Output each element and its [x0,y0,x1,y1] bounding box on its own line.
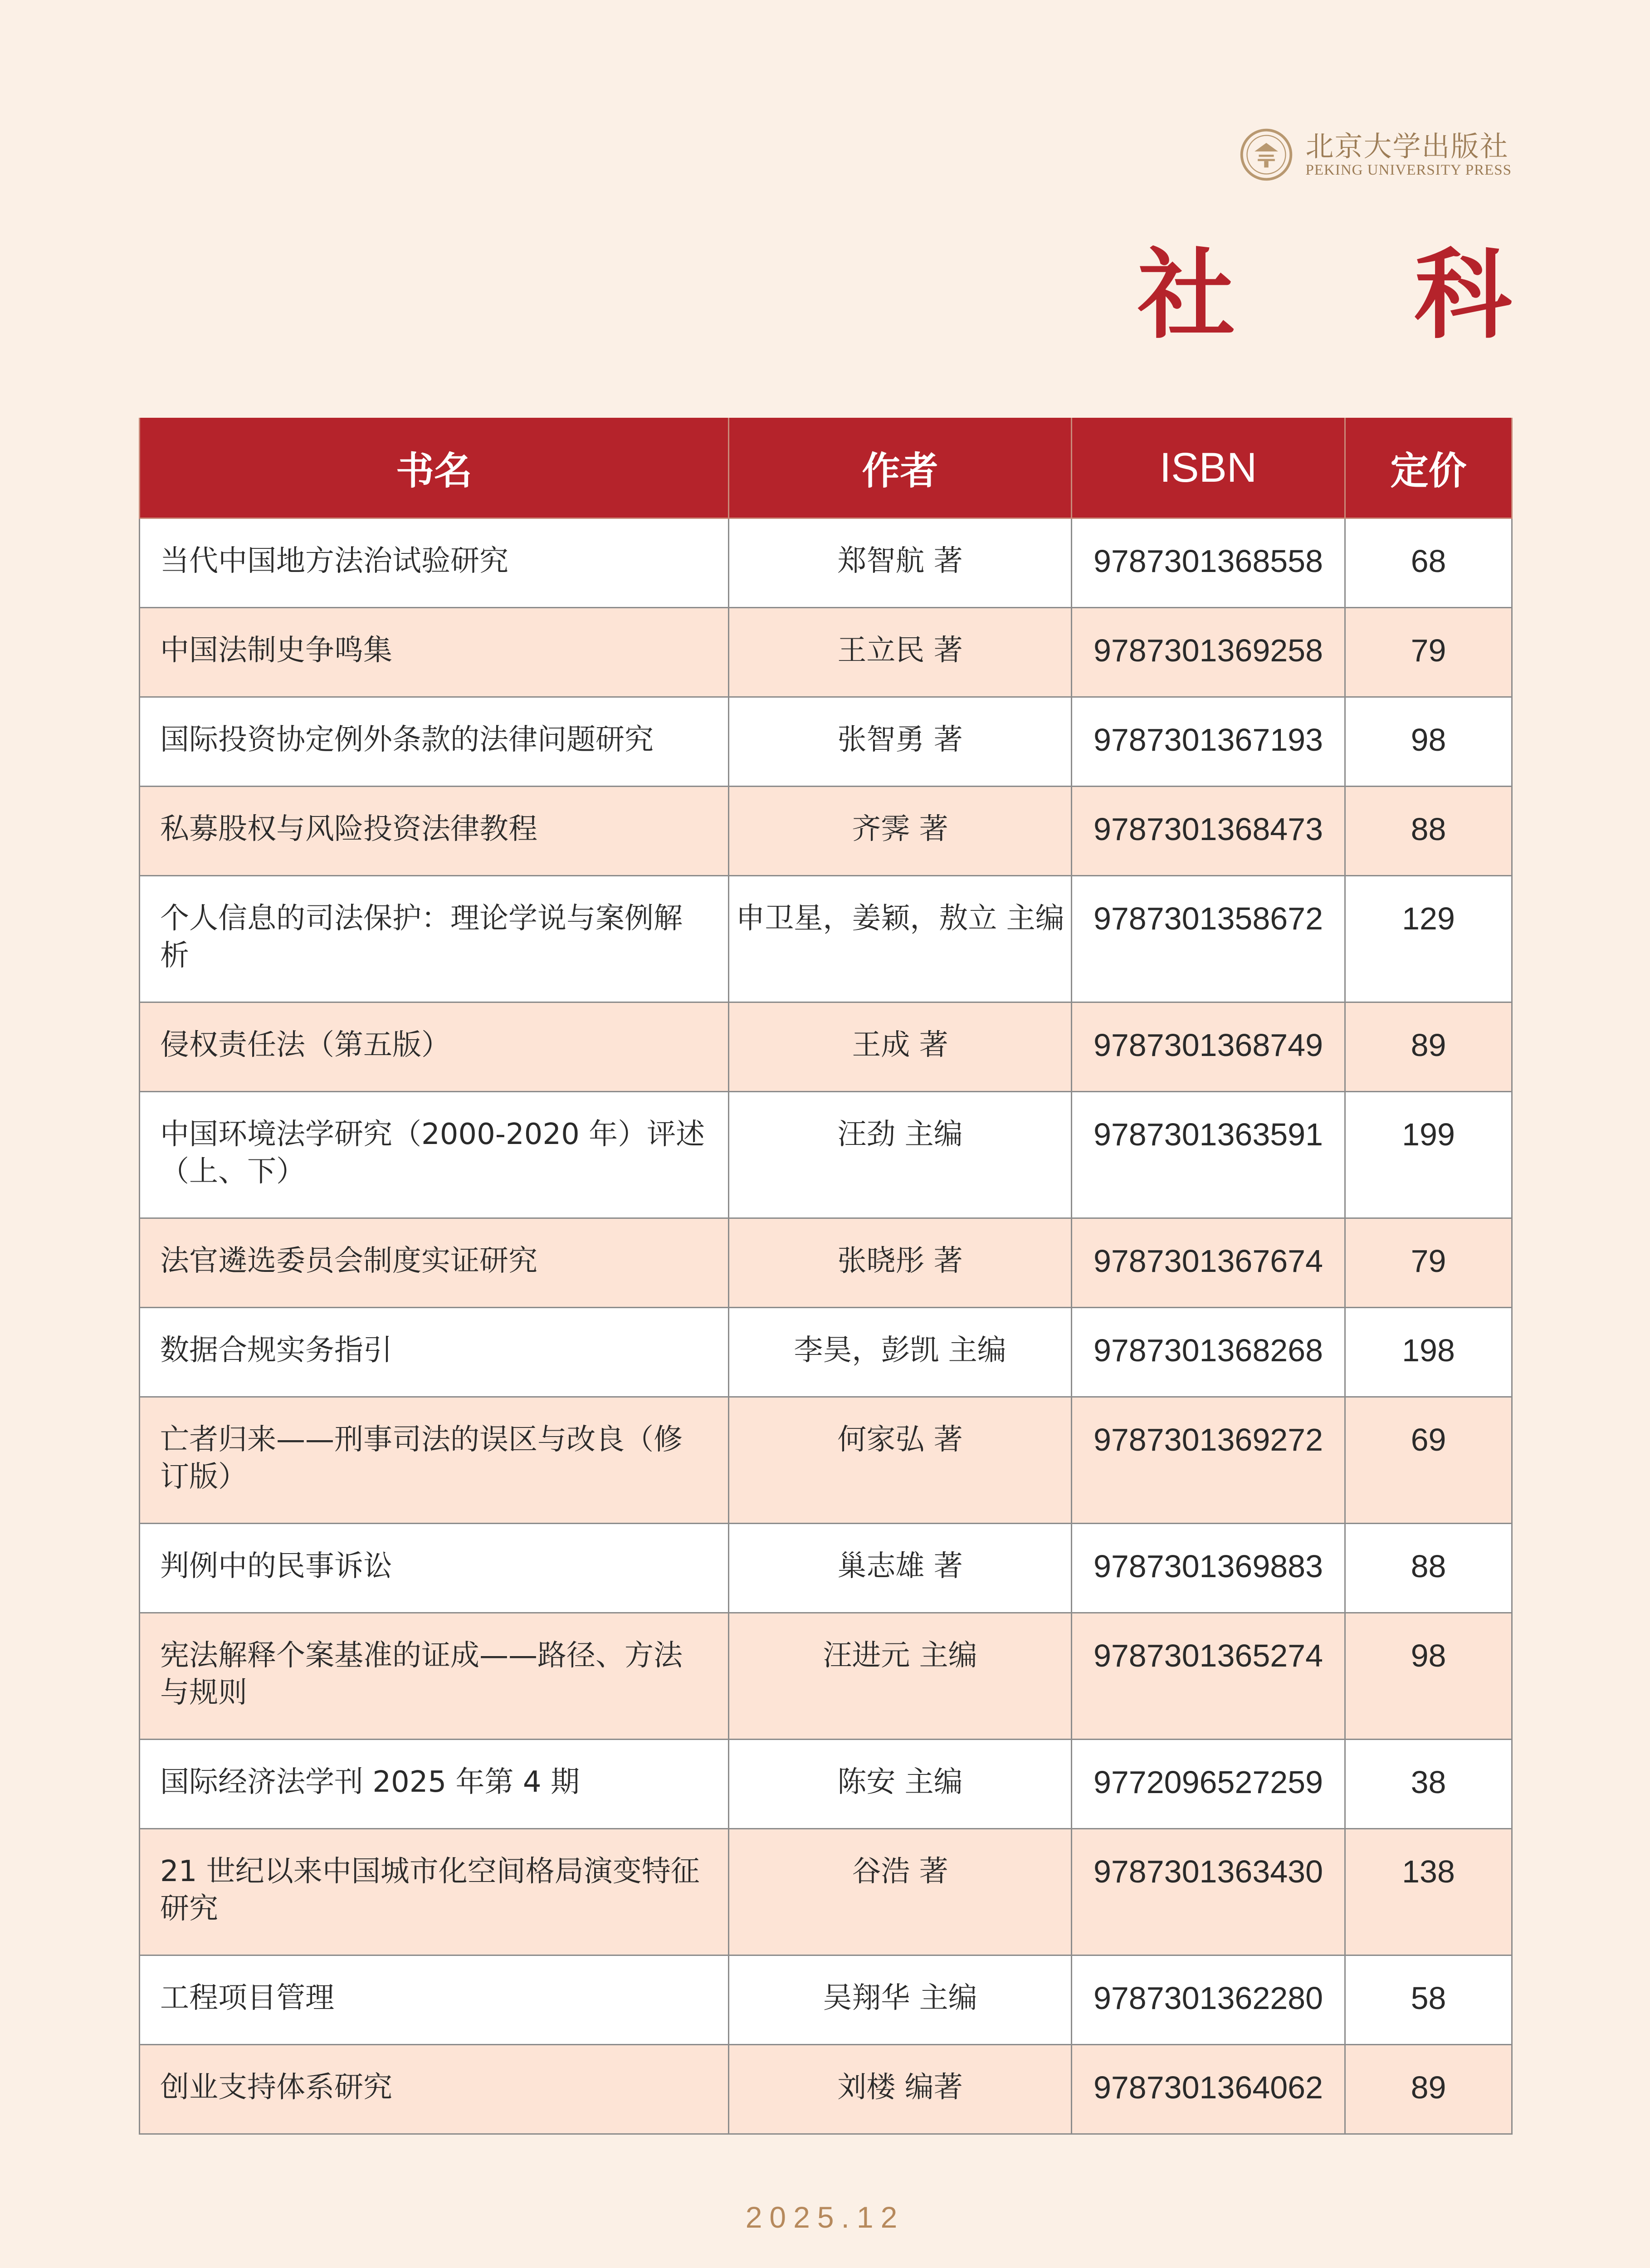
book-price: 88 [1345,787,1512,876]
book-isbn: 9787301363430 [1072,1829,1345,1955]
book-price: 88 [1345,1524,1512,1613]
table-row [140,1524,1512,1613]
book-price: 89 [1345,1002,1512,1092]
book-title: 国际投资协定例外条款的法律问题研究 [140,697,729,787]
table-row [140,1740,1512,1829]
column-header-author: 作者 [729,418,1072,518]
book-price: 129 [1345,876,1512,1002]
book-isbn: 9787301362280 [1072,1955,1345,2045]
book-isbn: 9787301368749 [1072,1002,1345,1092]
book-isbn: 9787301369258 [1072,608,1345,697]
publisher-name-en: PEKING UNIVERSITY PRESS [1305,162,1512,178]
table-header [140,418,1512,518]
table-body [140,518,1512,2134]
book-author: 张晓彤 著 [729,1218,1072,1308]
book-isbn: 9787301363591 [1072,1092,1345,1218]
publisher-logo [1240,128,1512,181]
book-price: 199 [1345,1092,1512,1218]
table-row [140,518,1512,608]
book-price: 79 [1345,608,1512,697]
book-author: 汪进元 主编 [729,1613,1072,1740]
book-title: 亡者归来——刑事司法的误区与改良（修订版） [140,1397,729,1524]
book-isbn: 9772096527259 [1072,1740,1345,1829]
book-author: 张智勇 著 [729,697,1072,787]
book-author: 李昊，彭凯 主编 [729,1308,1072,1397]
book-author: 何家弘 著 [729,1397,1072,1524]
book-title: 个人信息的司法保护：理论学说与案例解析 [140,876,729,1002]
publisher-name [1306,131,1512,178]
page-title: 社 科 [1137,237,1584,352]
book-price: 138 [1345,1829,1512,1955]
book-isbn: 9787301364062 [1072,2045,1345,2134]
table-row [140,1218,1512,1308]
book-author: 吴翔华 主编 [729,1955,1072,2045]
peking-university-emblem-icon [1240,128,1293,181]
header-row [140,418,1512,518]
book-author: 谷浩 著 [729,1829,1072,1955]
book-author: 王成 著 [729,1002,1072,1092]
book-price: 69 [1345,1397,1512,1524]
book-isbn: 9787301367674 [1072,1218,1345,1308]
table-row [140,697,1512,787]
publisher-name-cn: 北京大学出版社 [1305,130,1509,163]
book-isbn: 9787301367193 [1072,697,1345,787]
book-author: 王立民 著 [729,608,1072,697]
book-author: 齐霁 著 [729,787,1072,876]
book-title: 21 世纪以来中国城市化空间格局演变特征研究 [140,1829,729,1955]
book-author: 巢志雄 著 [729,1524,1072,1613]
book-title: 工程项目管理 [140,1955,729,2045]
table-row [140,876,1512,1002]
table-row [140,1955,1512,2045]
book-price: 98 [1345,697,1512,787]
column-header-isbn: ISBN [1072,418,1345,518]
book-title: 国际经济法学刊 2025 年第 4 期 [140,1740,729,1829]
book-title: 创业支持体系研究 [140,2045,729,2134]
book-title: 侵权责任法（第五版） [140,1002,729,1092]
book-title: 私募股权与风险投资法律教程 [140,787,729,876]
book-isbn: 9787301358672 [1072,876,1345,1002]
table-row [140,1829,1512,1955]
book-author: 汪劲 主编 [729,1092,1072,1218]
book-title: 宪法解释个案基准的证成——路径、方法与规则 [140,1613,729,1740]
book-isbn: 9787301365274 [1072,1613,1345,1740]
book-author: 申卫星，姜颖，敖立 主编 [729,876,1072,1002]
column-header-price: 定价 [1345,418,1512,518]
book-price: 198 [1345,1308,1512,1397]
table-row [140,1397,1512,1524]
book-price: 38 [1345,1740,1512,1829]
book-title: 中国法制史争鸣集 [140,608,729,697]
book-price: 79 [1345,1218,1512,1308]
book-author: 郑智航 著 [729,518,1072,608]
issue-date: 2025.12 [745,2200,905,2234]
book-isbn: 9787301368473 [1072,787,1345,876]
book-title: 中国环境法学研究（2000-2020 年）评述（上、下） [140,1092,729,1218]
book-title: 法官遴选委员会制度实证研究 [140,1218,729,1308]
column-header-title: 书名 [140,418,729,518]
book-title: 数据合规实务指引 [140,1308,729,1397]
table-row [140,1308,1512,1397]
book-price: 98 [1345,1613,1512,1740]
table-row [140,1002,1512,1092]
book-price: 68 [1345,518,1512,608]
book-author: 陈安 主编 [729,1740,1072,1829]
book-title: 判例中的民事诉讼 [140,1524,729,1613]
table-row [140,1613,1512,1740]
table-row [140,1092,1512,1218]
book-isbn: 9787301369883 [1072,1524,1345,1613]
table-row [140,608,1512,697]
book-isbn: 9787301368558 [1072,518,1345,608]
table-row [140,787,1512,876]
book-list-table [139,418,1513,2135]
book-author: 刘楼 编著 [729,2045,1072,2134]
book-price: 89 [1345,2045,1512,2134]
book-isbn: 9787301368268 [1072,1308,1345,1397]
book-isbn: 9787301369272 [1072,1397,1345,1524]
book-title: 当代中国地方法治试验研究 [140,518,729,608]
table-row [140,2045,1512,2134]
book-price: 58 [1345,1955,1512,2045]
